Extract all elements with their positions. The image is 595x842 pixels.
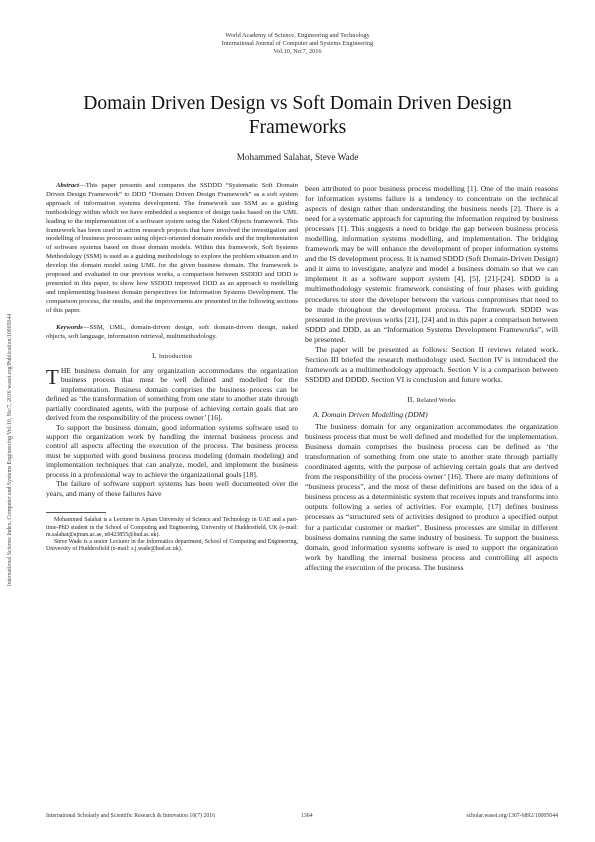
right-paragraph-2: The paper will be presented as follows: Section II reviews related work. Section III briefed the research methodology used. Section IV is introduced the framework as a multimethodology approach. Section V is a comparison between SSDDD and DDDD. Section VI is conclusion and future works. xyxy=(305,344,558,384)
journal-header-line3: Vol:10, No:7, 2016 xyxy=(273,48,322,56)
intro-paragraph-3: The failure of software support systems has been well documented over the years, and many of these failures have xyxy=(46,479,298,498)
right-paragraph-3: The business domain for any organization accommodates the organization business process that must be well defined and modelled for the implementation. Business domain comprises the business process can be defined as ‘the transformation of something from one state to another state through partially coordinated agents, with the purpose of achieving certain goals that are derived from the responsibility of the process owner’ [16]. There are many definitions of “business process”, and the most of these definitions are based on the idea of a business process as a deterministic system that receives inputs and transforms into outputs following a series of activities. For example, [17] defines business processes as “structured sets of activities designed to produce a specified output for a particular customer or market”. Business processes are similar in different business domains running the same industry of business. To support the business domain, good information systems software is used to support the organization work by handling the internal business process and controlling all aspects affecting the execution of the process. The business xyxy=(305,422,558,572)
footnote-divider xyxy=(46,512,106,513)
journal-header-line2: International Journal of Computer and Systems Engineering xyxy=(221,40,374,48)
footnote-paragraph-1: Mohammed Salahat is a Lecturer in Ajman University of Science and Technology in UAE and a part-time-PhD student in the School of Computing and Engineering, University of Huddersfield, UK (e-mail: m.salahat@ajman.ac.ae, u0423855@hud.ac.uk). xyxy=(46,517,298,538)
paper-authors: Mohammed Salahat, Steve Wade xyxy=(236,152,359,162)
section-title: Related Works xyxy=(416,396,456,404)
right-column xyxy=(305,184,558,573)
footnote-paragraph-2: Steve Wade is a senior Lecturer in the Informatics department, School of Computing and Engineering, University of Huddersfield (e-mail: s.j.wade@hud.ac.uk). xyxy=(46,539,298,553)
section-number: I. xyxy=(151,351,157,361)
author-footnote xyxy=(46,517,298,553)
section-heading-related-works xyxy=(305,395,558,406)
journal-header xyxy=(0,32,595,57)
footer-url: scholar.waset.org/1307-6892/10005044 xyxy=(466,813,558,819)
section-title: Introduction xyxy=(158,353,193,361)
keywords-block xyxy=(46,324,298,342)
abstract-block xyxy=(46,182,298,316)
paper-title: Domain Driven Design vs Soft Domain Driven Design Frameworks xyxy=(83,93,512,138)
abstract-text: —This paper presents and compares the SSDDD “Systematic Soft Domain Driven Design Framework” to DDD “Domain Driven Design Framework” as a soft system approach of information systems development. The framework use SSM as a guiding methodology within which we have embedded a sequence of design tasks based on the UML leading to the implementation of a software system using the Naked Objects framework. This framework has been used in action research projects that have involved the investigation and modelling of business processes using object-oriented domain models and the implementation of software systems based on those domain models. Within this framework, Soft Systems Methodology (SSM) is used as a guiding methodology to explore the problem situation and to develop the domain model using UML for the given business domain. The framework is proposed and evaluated in our previous works, a comparison between SSDDD and DDD is presented in this paper, to show how SSDDD improved DDD as an approach to modelling and implementing business domain perspectives for Information Systems Development. The comparison process, the results, and the improvements are presented in the following sections of this paper. xyxy=(46,182,298,314)
keywords-label: Keywords xyxy=(56,323,83,331)
intro-paragraph-1 xyxy=(46,366,298,423)
right-paragraph-1: been attributed to poor business process modelling [1]. One of the main reasons for information systems failure is a tendency to concentrate on the technical aspects of design rather than understanding the business needs [2]. There is a need for a systematic approach for capturing the information required by business processes [1]. This suggests a need to bridge the gap between business process modelling, information systems modelling, and implementation. The bridging framework may be will enhance the development of proper information systems and the IS development process. It is named SDDD (Soft Domain-Driven Design) and it aims to investigate, analyze and model a business domain so that we can implement it as a software support system [4], [5], [21]-[24]. SDDD is a multimethodology systemic framework consisting of four phases with guiding procedures to steer the developer between the various compromises that need to be made throughout the development process. The framework SDDD was presented in the previous works [21], [24] and in this paper a comparison between SDDD and DDD, as an “Information Systems Development Frameworks”, will be presented. xyxy=(305,184,558,344)
section-number: II. xyxy=(407,394,415,404)
intro-paragraph-2: To support the business domain, good information systems software used to support the organization work by handling the internal business process and control all aspects affecting the execution of the process. The business process must be supported with good business process modeling (domain modeling) and implementation techniques that can analyze, model, and implement the business process in a professional way to achieve the organizational goals [18]. xyxy=(46,422,298,479)
drop-cap: T xyxy=(46,364,59,389)
footer-journal-info: International Scholarly and Scientific Research & Innovation 10(7) 2016 xyxy=(46,813,216,819)
keywords-paragraph xyxy=(46,324,298,342)
side-margin-text: International Science Index, Computer and Systems Engineering Vol:10, No:7, 2016 waset.org/Publication/10005044 xyxy=(7,313,13,587)
subsection-heading: A. Domain Driven Modelling (DDM) xyxy=(313,409,428,419)
abstract-paragraph xyxy=(46,182,298,316)
left-column xyxy=(46,182,298,554)
journal-header-line1: World Academy of Science, Engineering and Technology xyxy=(225,32,370,39)
abstract-label: Abstract xyxy=(56,182,80,189)
footer-page-number: 1364 xyxy=(301,813,313,819)
keywords-text: —SSM, UML, domain-driven design, soft domain-driven design, naked objects, soft language, information retrieval, multimethodology. xyxy=(46,323,298,340)
section-heading-introduction xyxy=(46,351,298,361)
introduction-body xyxy=(46,366,298,498)
intro-paragraph-1-text: HE business domain for any organization accommodates the organization business process that must be well defined and modelled for the implementation. Business domain comprises the business process can be defined as ‘the transformation of something from one state to another state through partially coordinated agents, with the purpose of achieving certain goals that are derived from the responsibility of the process owner’ [16]. xyxy=(46,365,298,423)
